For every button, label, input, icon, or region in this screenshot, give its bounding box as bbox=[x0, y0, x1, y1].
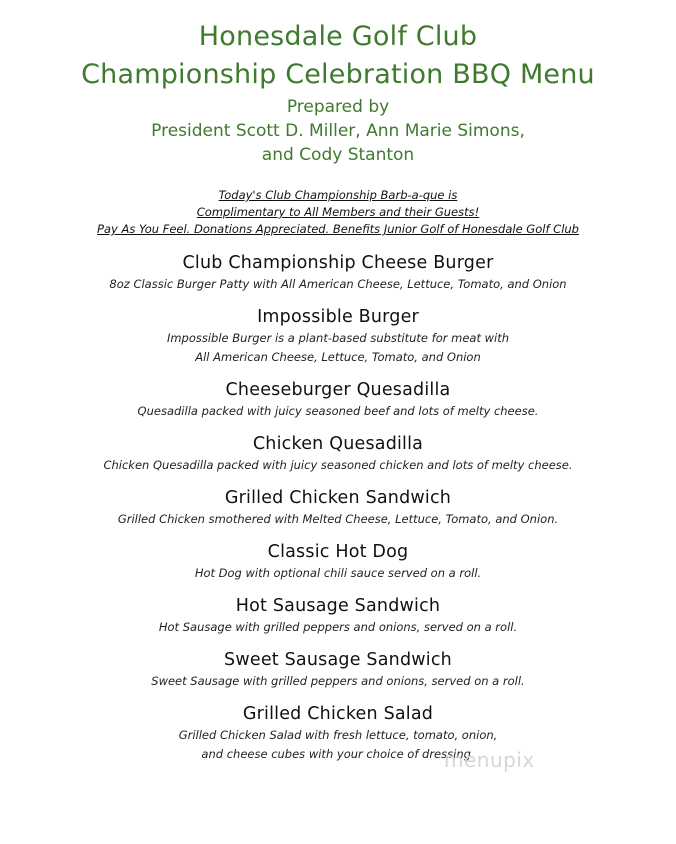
menu-item-description: and cheese cubes with your choice of dressing. bbox=[201, 747, 475, 761]
menu-item-name: Impossible Burger bbox=[257, 307, 419, 327]
menu-item bbox=[0, 486, 676, 529]
menu-item-description: All American Cheese, Lettuce, Tomato, and Onion bbox=[195, 350, 481, 364]
notice-line-2: Complimentary to All Members and their Guests! bbox=[196, 205, 480, 219]
menu-item-description: Sweet Sausage with grilled peppers and onions, served on a roll. bbox=[151, 674, 525, 688]
preparers-line-1: President Scott D. Miller, Ann Marie Simons, bbox=[151, 121, 525, 141]
menu-item-description: Chicken Quesadilla packed with juicy seasoned chicken and lots of melty cheese. bbox=[103, 458, 573, 472]
menupix-watermark: menupix bbox=[444, 748, 535, 772]
menu-item-name: Grilled Chicken Sandwich bbox=[224, 488, 452, 508]
menu-item bbox=[0, 702, 676, 764]
menu-item-name: Chicken Quesadilla bbox=[252, 434, 424, 454]
menu-item-description: Grilled Chicken Salad with fresh lettuce, tomato, onion, bbox=[178, 728, 498, 742]
menu-item-name: Sweet Sausage Sandwich bbox=[224, 650, 452, 670]
menu-item-description: Quesadilla packed with juicy seasoned beef and lots of melty cheese. bbox=[137, 404, 539, 418]
menu-item bbox=[0, 251, 676, 294]
menu-title: Championship Celebration BBQ Menu bbox=[81, 59, 595, 90]
menu-item bbox=[0, 540, 676, 583]
menu-item-description: Hot Sausage with grilled peppers and onions, served on a roll. bbox=[158, 620, 518, 634]
menu-item-name: Hot Sausage Sandwich bbox=[235, 596, 441, 616]
menu-item-name: Cheeseburger Quesadilla bbox=[225, 380, 451, 400]
menu-item-description: Hot Dog with optional chili sauce served on a roll. bbox=[194, 566, 482, 580]
complimentary-notice bbox=[0, 187, 676, 238]
preparers-line-2: and Cody Stanton bbox=[261, 145, 415, 165]
menu-item bbox=[0, 305, 676, 367]
menu-item-description: Impossible Burger is a plant-based substitute for meat with bbox=[166, 331, 510, 345]
menu-item bbox=[0, 378, 676, 421]
menu-item bbox=[0, 594, 676, 637]
menu-item-description: Grilled Chicken smothered with Melted Cheese, Lettuce, Tomato, and Onion. bbox=[117, 512, 559, 526]
club-title: Honesdale Golf Club bbox=[198, 21, 478, 52]
notice-line-3: Pay As You Feel. Donations Appreciated. Benefits Junior Golf of Honesdale Golf Club bbox=[97, 222, 579, 236]
menu-item-name: Classic Hot Dog bbox=[267, 542, 409, 562]
notice-line-1: Today's Club Championship Barb-a-que is bbox=[218, 188, 458, 202]
menu-item bbox=[0, 432, 676, 475]
menu-list bbox=[0, 251, 676, 764]
menu-item bbox=[0, 648, 676, 691]
menu-item-name: Grilled Chicken Salad bbox=[242, 704, 434, 724]
prepared-by-label: Prepared by bbox=[286, 97, 390, 117]
menu-item-name: Club Championship Cheese Burger bbox=[182, 253, 494, 273]
menu-item-description: 8oz Classic Burger Patty with All American Cheese, Lettuce, Tomato, and Onion bbox=[109, 277, 567, 291]
